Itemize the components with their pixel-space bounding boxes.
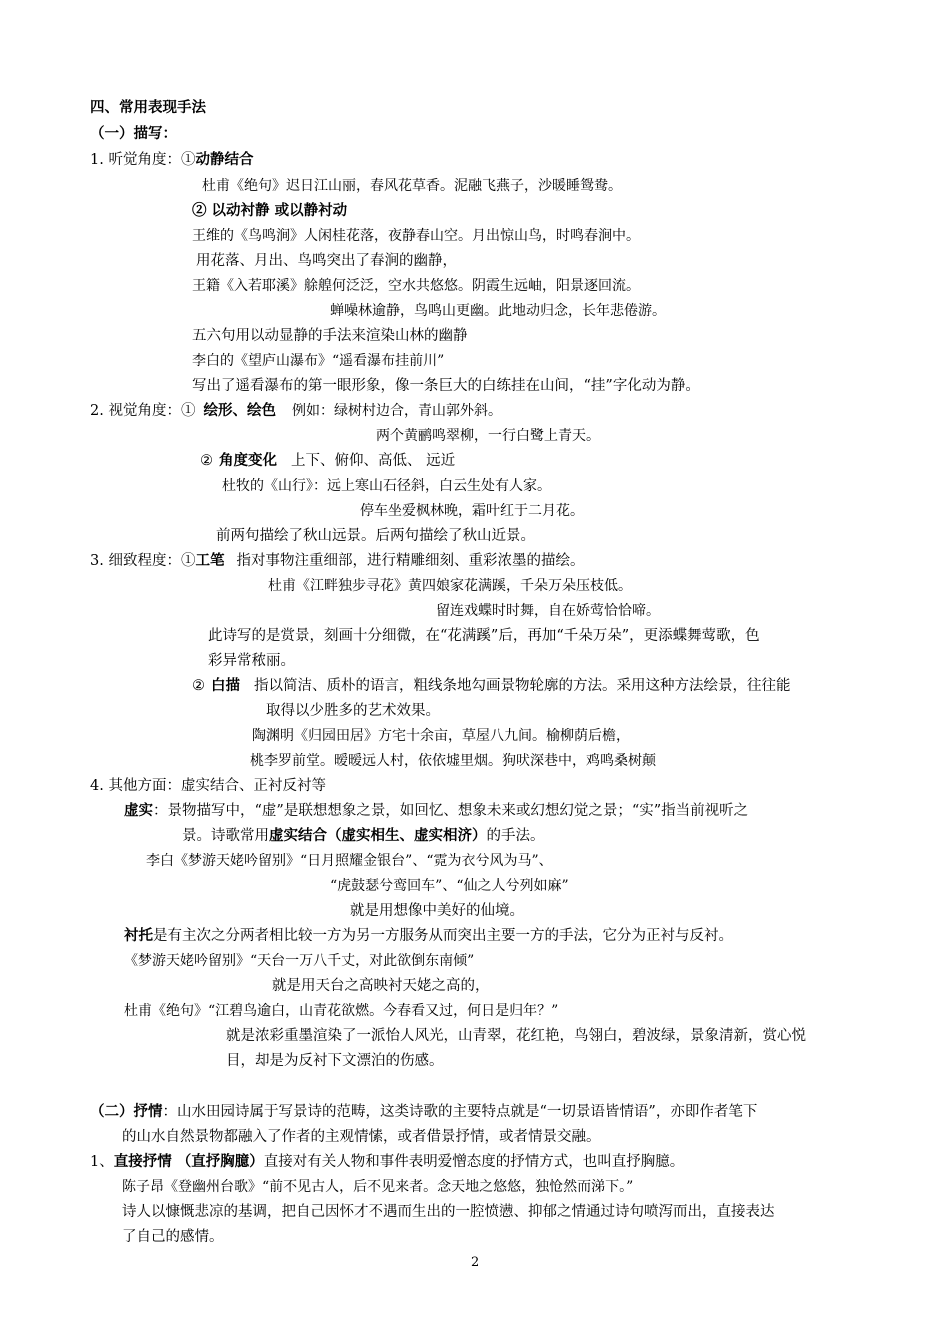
text-line: 前两句描绘了秋山远景。后两句描绘了秋山近景。 <box>216 528 535 544</box>
text: ② <box>200 453 213 469</box>
poem-line: 两个黄鹂鸣翠柳，一行白鹭上青天。 <box>376 428 600 444</box>
poem-line: “虎鼓瑟兮鸾回车”、“仙之人兮列如麻” <box>330 878 569 894</box>
poem-line: 陈子昂《登幽州台歌》“前不见古人，后不见来者。念天地之悠悠，独怆然而涕下。” <box>122 1179 634 1195</box>
text-line: 取得以少胜多的艺术效果。 <box>266 703 440 719</box>
line-visual-angle <box>90 401 502 421</box>
text: 指以简洁、质朴的语言，粗线条地勾画景物轮廓的方法。采用这种方法绘景，往往能 <box>254 678 791 694</box>
text: 直接对有关人物和事件表明爱憎态度的抒情方式，也叫直抒胸臆。 <box>263 1154 685 1170</box>
poem-line: 王籍《入若耶溪》艅艎何泛泛，空水共悠悠。阴霞生远岫，阳景逐回流。 <box>192 278 640 294</box>
term-baimiao: 白描 <box>211 677 240 694</box>
text: 的手法。 <box>486 828 545 844</box>
text-line: 就是浓彩重墨渲染了一派怡人风光，山青翠，花红艳，鸟翎白，碧波绿，景象清新，赏心悦 <box>226 1028 806 1044</box>
line-direct-lyric <box>90 1152 684 1172</box>
text-line: 4. 其他方面：虚实结合、正衬反衬等 <box>90 778 326 794</box>
term-chentuo: 衬托 <box>124 927 153 944</box>
poem-line: 李白《梦游天姥吟留别》“日月照耀金银台”、“霓为衣兮风为马”、 <box>146 853 553 869</box>
text: 指对事物注重细部，进行精雕细刻、重彩浓墨的描绘。 <box>236 553 585 569</box>
text: ：山水田园诗属于写景诗的范畴，这类诗歌的主要特点就是“一切景语皆情语”，亦即作者笔下 <box>162 1104 758 1120</box>
term-line: ② 以动衬静 或以静衬动 <box>192 202 348 219</box>
text-line: 的山水自然景物都融入了作者的主观情愫，或者借景抒情，或者情景交融。 <box>122 1129 601 1145</box>
line-baimiao <box>192 676 791 696</box>
text: 1. 听觉角度：① <box>90 152 196 168</box>
poem-line: 桃李罗前堂。暧暧远人村，依依墟里烟。狗吠深巷中，鸡鸣桑树颠 <box>250 753 656 769</box>
poem-line: 杜甫《绝句》“江碧鸟逾白，山青花欲燃。今春看又过，何日是归年？” <box>124 1003 559 1019</box>
text-line: 五六句用以动显静的手法来渲染山林的幽静 <box>192 328 468 344</box>
term-xushi: 虚实 <box>124 802 153 819</box>
text: 上下、俯仰、高低、 远近 <box>291 453 456 469</box>
term-dynamic-static: 动静结合 <box>195 151 254 168</box>
poem-line: 留连戏蝶时时舞，自在娇莺恰恰啼。 <box>436 603 660 619</box>
line-listening-angle <box>90 150 253 170</box>
poem-line: 蝉噪林逾静，鸟鸣山更幽。此地动归念，长年悲倦游。 <box>330 303 666 319</box>
text-line: 诗人以慷慨悲凉的基调，把自己因怀才不遇而生出的一腔愤懑、抑郁之情通过诗句喷泻而出，直接表达 <box>122 1204 775 1220</box>
text: 景。诗歌常用 <box>182 828 269 844</box>
poem-line: 李白的《望庐山瀑布》“遥看瀑布挂前川” <box>192 353 445 369</box>
subsection-heading-description: （一）描写： <box>90 125 177 142</box>
poem-line: 杜甫《绝句》迟日江山丽，春风花草香。泥融飞燕子，沙暖睡鸳鸯。 <box>202 178 622 194</box>
page-number: 2 <box>471 1255 480 1270</box>
text: 例如：绿树村边合，青山郭外斜。 <box>291 403 502 419</box>
text-line: 了自己的感情。 <box>122 1229 224 1245</box>
text-line: 就是用想像中美好的仙境。 <box>350 903 524 919</box>
poem-line: 停车坐爱枫林晚，霜叶红于二月花。 <box>360 503 584 519</box>
subsection-heading-lyric: （二）抒情 <box>90 1103 163 1120</box>
poem-line: 杜牧的《山行》：远上寒山石径斜，白云生处有人家。 <box>222 478 551 494</box>
text-line: 写出了遥看瀑布的第一眼形象，像一条巨大的白练挂在山间，“挂”字化动为静。 <box>192 378 700 394</box>
poem-line: 杜甫《江畔独步寻花》黄四娘家花满蹊，千朵万朵压枝低。 <box>268 578 632 594</box>
text: 是有主次之分两者相比较一方为另一方服务从而突出主要一方的手法，它分为正衬与反衬。 <box>153 928 733 944</box>
line-angle-change <box>200 451 455 471</box>
term-angle-change: 角度变化 <box>219 452 277 469</box>
text: 3. 细致程度：① <box>90 553 196 569</box>
term-shape-color: 绘形、绘色 <box>203 402 276 419</box>
poem-line: 王维的《鸟鸣涧》人闲桂花落，夜静春山空。月出惊山鸟，时鸣春涧中。 <box>192 228 640 244</box>
text: ② <box>192 678 205 694</box>
line-xushi <box>124 801 748 821</box>
term-direct-lyric: 直接抒情 （直抒胸臆） <box>113 1153 264 1170</box>
text-line: 彩异常秾丽。 <box>208 653 295 669</box>
poem-line: 《梦游天姥吟留别》“天台一万八千丈，对此欲倒东南倾” <box>124 953 475 969</box>
line-detail-level <box>90 551 584 571</box>
term-gongbi: 工笔 <box>195 552 225 569</box>
text-line: 此诗写的是赏景，刻画十分细微，在“花满蹊”后，再加“千朵万朵”，更添蝶舞莺歌，色 <box>208 628 760 644</box>
line-chentuo <box>124 926 733 946</box>
text-line: 用花落、月出、鸟鸣突出了春涧的幽静， <box>196 253 457 269</box>
term-xushi-combined: 虚实结合（虚实相生、虚实相济） <box>269 827 487 844</box>
text-line: 目，却是为反衬下文漂泊的伤感。 <box>226 1053 444 1069</box>
poem-line: 陶渊明《归园田居》方宅十余亩，草屋八九间。榆柳荫后檐， <box>252 728 630 744</box>
text: 2. 视觉角度：① <box>90 403 196 419</box>
section-heading-4: 四、常用表现手法 <box>90 99 206 116</box>
text: 1、 <box>90 1154 114 1170</box>
text-line: 就是用天台之高映衬天姥之高的， <box>272 978 490 994</box>
line-lyric-heading <box>90 1102 757 1122</box>
line-xushi-cont <box>182 826 545 846</box>
text: ：景物描写中，“虚”是联想想象之景，如回忆、想象未来或幻想幻觉之景；“实”指当前视听之 <box>153 803 749 819</box>
